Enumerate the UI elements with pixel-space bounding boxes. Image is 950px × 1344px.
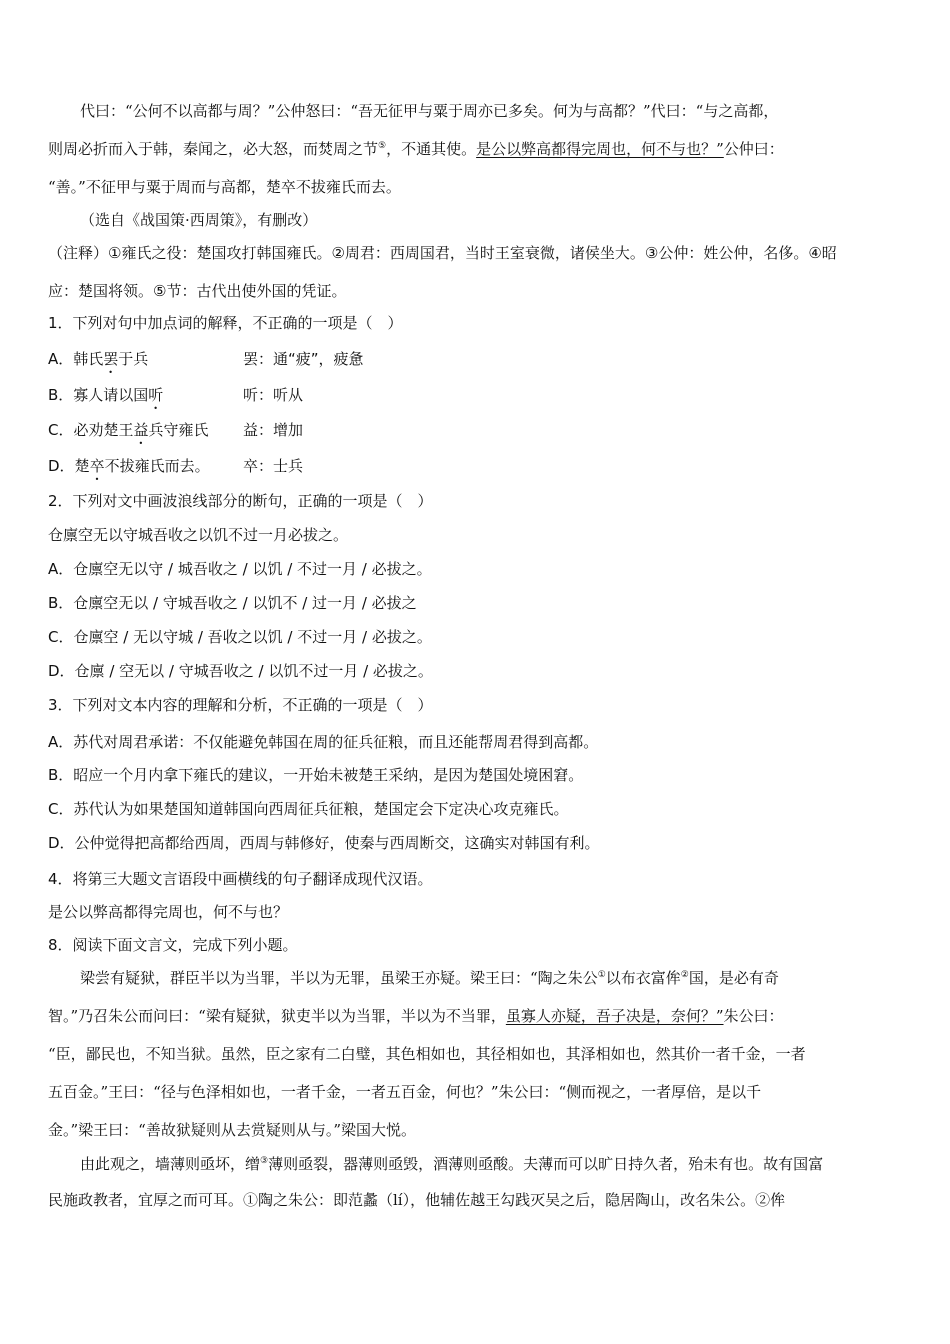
footnote-marker: ③ <box>260 1156 269 1166</box>
option-text: D．楚卒不拔雍氏而去。 <box>48 457 210 475</box>
passage-2-line-5: 金。”梁王曰：“善故狱疑则从去赏疑则从与。”梁国大悦。 <box>48 1121 417 1139</box>
dotted-word: 罢 <box>103 350 119 368</box>
option-explanation: 听：听从 <box>243 386 304 404</box>
question-1-option-b <box>48 385 303 413</box>
footnote-marker: ① <box>597 970 606 980</box>
option-text: A．韩氏罢于兵 <box>48 350 149 368</box>
underlined-sentence: 虽寡人亦疑，吾子决是，奈何？” <box>505 1007 724 1025</box>
question-3-stem: 3．下列对文本内容的理解和分析，不正确的一项是（ ） <box>48 696 433 714</box>
dotted-word: 益 <box>133 421 149 439</box>
question-2-option-b: B．仓廪空无以 / 守城吾收之 / 以饥不 / 过一月 / 必拔之 <box>48 594 417 612</box>
question-3-option-c: C．苏代认为如果楚国知道韩国向西周征兵征粮，楚国定会下定决心攻克雍氏。 <box>48 800 569 818</box>
passage-line-2-text: ，不通其使。 <box>386 140 477 158</box>
footnote-marker: ⑤ <box>378 141 387 151</box>
option-text: B．寡人请以国听 <box>48 386 164 404</box>
question-2-option-a: A．仓廪空无以守 / 城吾收之 / 以饥 / 不过一月 / 必拔之。 <box>48 560 432 578</box>
question-1-stem: 1．下列对句中加点词的解释，不正确的一项是（ ） <box>48 314 403 332</box>
footnote-marker: ② <box>680 970 689 980</box>
option-explanation: 卒：士兵 <box>243 457 304 475</box>
passage-2-line-4: 五百金。”王曰：“径与色泽相如也，一者千金，一者五百金，何也？”朱公曰：“侧而视之，一者厚倍，是以千 <box>48 1083 762 1101</box>
question-1-option-a <box>48 349 364 377</box>
source-citation: （选自《战国策·西周策》，有删改） <box>80 211 318 229</box>
passage-2-line-2: 智。”乃召朱公而问曰：“梁有疑狱，狱吏半以为当罪，半以为不当罪，虽寡人亦疑，吾子决是，奈何？”朱公曰： <box>48 1007 784 1025</box>
question-3-option-b: B．昭应一个月内拿下雍氏的建议，一开始未被楚王采纳，是因为楚国处境困窘。 <box>48 766 584 784</box>
question-2-sentence: 仓廪空无以守城吾收之以饥不过一月必拔之。 <box>48 526 349 544</box>
passage-line-1: 代曰：“公何不以高都与周？”公仲怒曰：“吾无征甲与粟于周亦已多矣。何为与高都？”代曰：“与之高都， <box>80 102 779 120</box>
passage-3-line-1: 由此观之，墙薄则亟坏，缯③薄则亟裂，器薄则亟毁，酒薄则亟酸。夫薄而可以旷日持久者，殆未有也。故有国富 <box>80 1155 824 1173</box>
question-2-stem: 2．下列对文中画波浪线部分的断句，正确的一项是（ ） <box>48 492 433 510</box>
passage-line-3: “善。”不征甲与粟于周而与高都，楚卒不拔雍氏而去。 <box>48 178 401 196</box>
question-4-stem: 4．将第三大题文言语段中画横线的句子翻译成现代汉语。 <box>48 870 433 888</box>
question-4-sentence: 是公以弊高都得完周也，何不与也？ <box>48 903 289 921</box>
notes-line-1: （注释）①雍氏之役：楚国攻打韩国雍氏。②周君：西周国君，当时王室衰微，诸侯坐大。③公仲：姓公仲，名侈。④昭 <box>48 244 837 262</box>
passage-3-line-2: 民施政教者，宜厚之而可耳。①陶之朱公：即范蠡（lí），他辅佐越王勾践灭吴之后，隐居陶山，改名朱公。②侔 <box>48 1191 786 1209</box>
passage-line-2 <box>48 139 784 159</box>
question-2-option-d: D．仓廪 / 空无以 / 守城吾收之 / 以饥不过一月 / 必拔之。 <box>48 662 433 680</box>
question-3-option-a: A．苏代对周君承诺：不仅能避免韩国在周的征兵征粮，而且还能帮周君得到高都。 <box>48 733 599 751</box>
passage-line-2-text: 公仲曰： <box>723 140 784 158</box>
passage-2-line-1: 梁尝有疑狱，群臣半以为当罪，半以为无罪，虽梁王亦疑。梁王曰：“陶之朱公①以布衣富侔②国，是必有奇 <box>80 969 779 987</box>
question-3-option-d: D．公仲觉得把高都给西周，西周与韩修好，使秦与西周断交，这确实对韩国有利。 <box>48 834 600 852</box>
passage-2-line-3: “臣，鄙民也，不知当狱。虽然，臣之家有二白璧，其色相如也，其径相如也，其泽相如也，然其价一者千金，一者 <box>48 1045 806 1063</box>
option-explanation: 益：增加 <box>243 421 304 439</box>
option-explanation: 罢：通“疲”，疲惫 <box>243 350 364 368</box>
question-1-option-c <box>48 420 303 448</box>
question-2-option-c: C．仓廪空 / 无以守城 / 吾收之以饥 / 不过一月 / 必拔之。 <box>48 628 432 646</box>
dotted-word: 听 <box>148 386 164 404</box>
option-text: C．必劝楚王益兵守雍氏 <box>48 421 209 439</box>
notes-line-2: 应：楚国将领。⑤节：古代出使外国的凭证。 <box>48 282 347 300</box>
question-8-stem: 8．阅读下面文言文，完成下列小题。 <box>48 936 298 954</box>
question-1-option-d <box>48 456 303 484</box>
dotted-word: 卒 <box>89 457 105 475</box>
passage-line-2-text: 则周必折而入于韩，秦闻之，必大怒，而焚周之节 <box>48 140 379 158</box>
underlined-sentence: 是公以弊高都得完周也，何不与也？” <box>476 140 724 158</box>
